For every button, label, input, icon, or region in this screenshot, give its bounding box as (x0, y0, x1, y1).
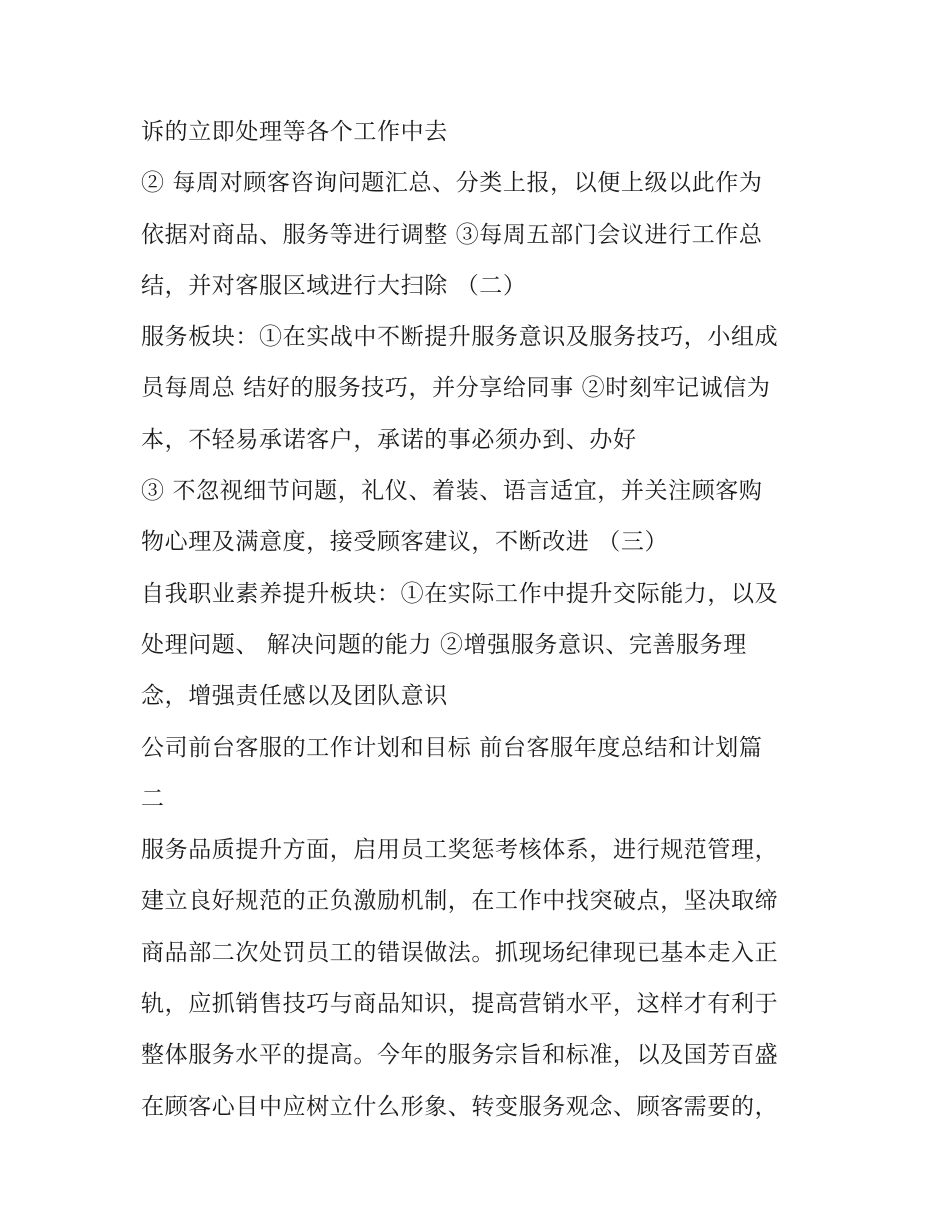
text-line: 在顾客心目中应树立什么形象、转变服务观念、顾客需要的， (141, 1093, 779, 1120)
text-line: 结，并对客服区域进行大扫除 （二） (141, 272, 527, 299)
text-line: 轨，应抓销售技巧与商品知识，提高营销水平，这样才有利于 (141, 991, 779, 1018)
text-line: 员每周总 结好的服务技巧，并分享给同事 ②时刻牢记诚信为 (141, 375, 771, 402)
text-line: 物心理及满意度，接受顾客建议，不断改进 （三） (141, 529, 669, 556)
body-text (141, 107, 831, 1133)
text-line: 念，增强责任感以及团队意识 (141, 683, 448, 710)
text-line: 整体服务水平的提高。今年的服务宗旨和标准，以及国芳百盛 (141, 1042, 779, 1069)
text-line: ③ 不忽视细节问题，礼仪、着装、语言适宜，并关注顾客购 (141, 478, 763, 505)
text-line: 自我职业素养提升板块：①在实际工作中提升交际能力，以及 (141, 580, 779, 607)
text-line: 依据对商品、服务等进行调整 ③每周五部门会议进行工作总 (141, 221, 763, 248)
text-line: 服务品质提升方面，启用员工奖惩考核体系，进行规范管理， (141, 837, 779, 864)
text-line: 服务板块：①在实战中不断提升服务意识及服务技巧，小组成 (141, 324, 779, 351)
text-line: 处理问题、 解决问题的能力 ②增强服务意识、完善服务理 (141, 631, 747, 658)
text-line: 二 (141, 785, 165, 812)
text-line: 诉的立即处理等各个工作中去 (141, 119, 448, 145)
text-line: ② 每周对顾客咨询问题汇总、分类上报，以便上级以此作为 (141, 170, 763, 197)
text-line: 本，不轻易承诺客户，承诺的事必须办到、办好 (141, 426, 637, 453)
text-line: 建立良好规范的正负激励机制，在工作中找突破点，坚决取缔 (141, 888, 779, 915)
text-line: 公司前台客服的工作计划和目标 前台客服年度总结和计划篇 (141, 734, 763, 761)
text-line: 商品部二次处罚员工的错误做法。抓现场纪律现已基本走入正 (141, 939, 779, 966)
